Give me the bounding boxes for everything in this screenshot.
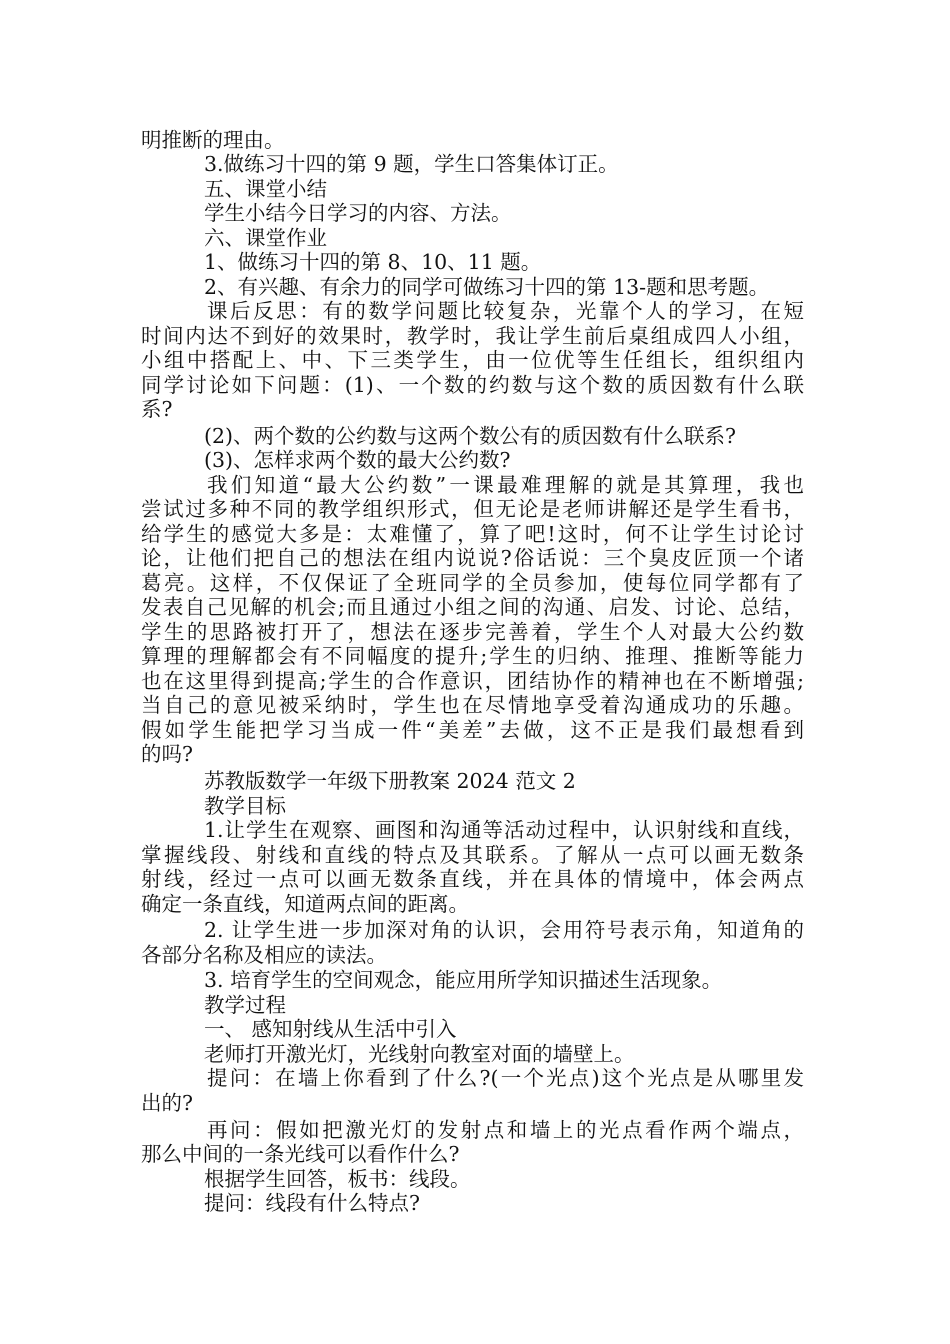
text-line: 同学讨论如下问题：(1)、一个数的约数与这个数的质因数有什么联 <box>141 373 804 397</box>
text-line: 明推断的理由。 <box>141 128 285 152</box>
text-line: 确定一条直线，知道两点间的距离。 <box>141 892 469 916</box>
text-line: 小组中搭配上、中、下三类学生，由一位优等生任组长，组织组内 <box>141 348 804 372</box>
text-line: 也在这里得到提高;学生的合作意识，团结协作的精神也在不断增强; <box>141 669 804 693</box>
text-line: (3)、怎样求两个数的最大公约数? <box>204 448 511 472</box>
text-line: 1.让学生在观察、画图和沟通等活动过程中，认识射线和直线， <box>204 818 804 842</box>
text-line: 出的? <box>141 1091 193 1115</box>
text-line: 根据学生回答，板书：线段。 <box>204 1167 471 1191</box>
text-line: 学生的思路被打开了，想法在逐步完善着，学生个人对最大公约数 <box>141 620 804 644</box>
text-line: 那么中间的一条光线可以看作什么? <box>141 1142 460 1166</box>
text-line: 提问：在墙上你看到了什么?(一个光点)这个光点是从哪里发 <box>207 1066 804 1090</box>
text-line: 课后反思：有的数学问题比较复杂，光靠个人的学习，在短 <box>207 299 804 323</box>
text-line: 算理的理解都会有不同幅度的提升;学生的归纳、推理、推断等能力 <box>141 644 804 668</box>
text-line: 我们知道“最大公约数”一课最难理解的就是其算理，我也 <box>207 473 804 497</box>
text-line: 射线，经过一点可以画无数条直线，并在具体的情境中，体会两点 <box>141 867 804 891</box>
text-line: 的吗? <box>141 742 193 766</box>
text-line: 2、有兴趣、有余力的同学可做练习十四的第 13-题和思考题。 <box>204 275 770 299</box>
section-heading: 苏教版数学一年级下册教案 2024 范文 2 <box>204 769 576 793</box>
text-line: 论，让他们把自己的想法在组内说说?俗话说：三个臭皮匠顶一个诸 <box>141 546 804 570</box>
text-line: 系? <box>141 397 173 421</box>
text-line: 掌握线段、射线和直线的特点及其联系。了解从一点可以画无数条 <box>141 843 804 867</box>
text-line: 学生小结今日学习的内容、方法。 <box>204 201 512 225</box>
text-line: 3. 培育学生的空间观念，能应用所学知识描述生活现象。 <box>204 968 723 992</box>
text-line: 提问：线段有什么特点? <box>204 1191 420 1215</box>
section-heading: 五、课堂小结 <box>204 177 327 201</box>
section-heading: 一、 感知射线从生活中引入 <box>204 1017 457 1041</box>
text-line: 各部分名称及相应的读法。 <box>141 943 387 967</box>
text-line: 当自己的意见被采纳时，学生也在尽情地享受着沟通成功的乐趣。 <box>141 693 804 717</box>
text-line: 老师打开激光灯，光线射向教室对面的墙壁上。 <box>204 1042 635 1066</box>
section-heading: 教学目标 <box>204 794 286 818</box>
text-line: 发表自己见解的机会;而且通过小组之间的沟通、启发、讨论、总结， <box>141 595 804 619</box>
text-line: 假如学生能把学习当成一件“美差”去做，这不正是我们最想看到 <box>141 718 804 742</box>
section-heading: 教学过程 <box>204 993 286 1017</box>
text-line: 3.做练习十四的第 9 题，学生口答集体订正。 <box>204 152 619 176</box>
section-heading: 六、课堂作业 <box>204 226 327 250</box>
text-line: 再问：假如把激光灯的发射点和墙上的光点看作两个端点， <box>207 1118 804 1142</box>
text-line: 时间内达不到好的效果时，教学时，我让学生前后桌组成四人小组， <box>141 324 804 348</box>
text-line: 葛亮。这样，不仅保证了全班同学的全员参加，使每位同学都有了 <box>141 571 804 595</box>
text-line: 1、做练习十四的第 8、10、11 题。 <box>204 250 542 274</box>
text-line: 尝试过多种不同的教学组织形式，但无论是老师讲解还是学生看书， <box>141 497 804 521</box>
text-line: (2)、两个数的公约数与这两个数公有的质因数有什么联系? <box>204 424 737 448</box>
text-line: 给学生的感觉大多是：太难懂了，算了吧!这时，何不让学生讨论讨 <box>141 522 804 546</box>
text-line: 2. 让学生进一步加深对角的认识，会用符号表示角，知道角的 <box>204 918 804 942</box>
